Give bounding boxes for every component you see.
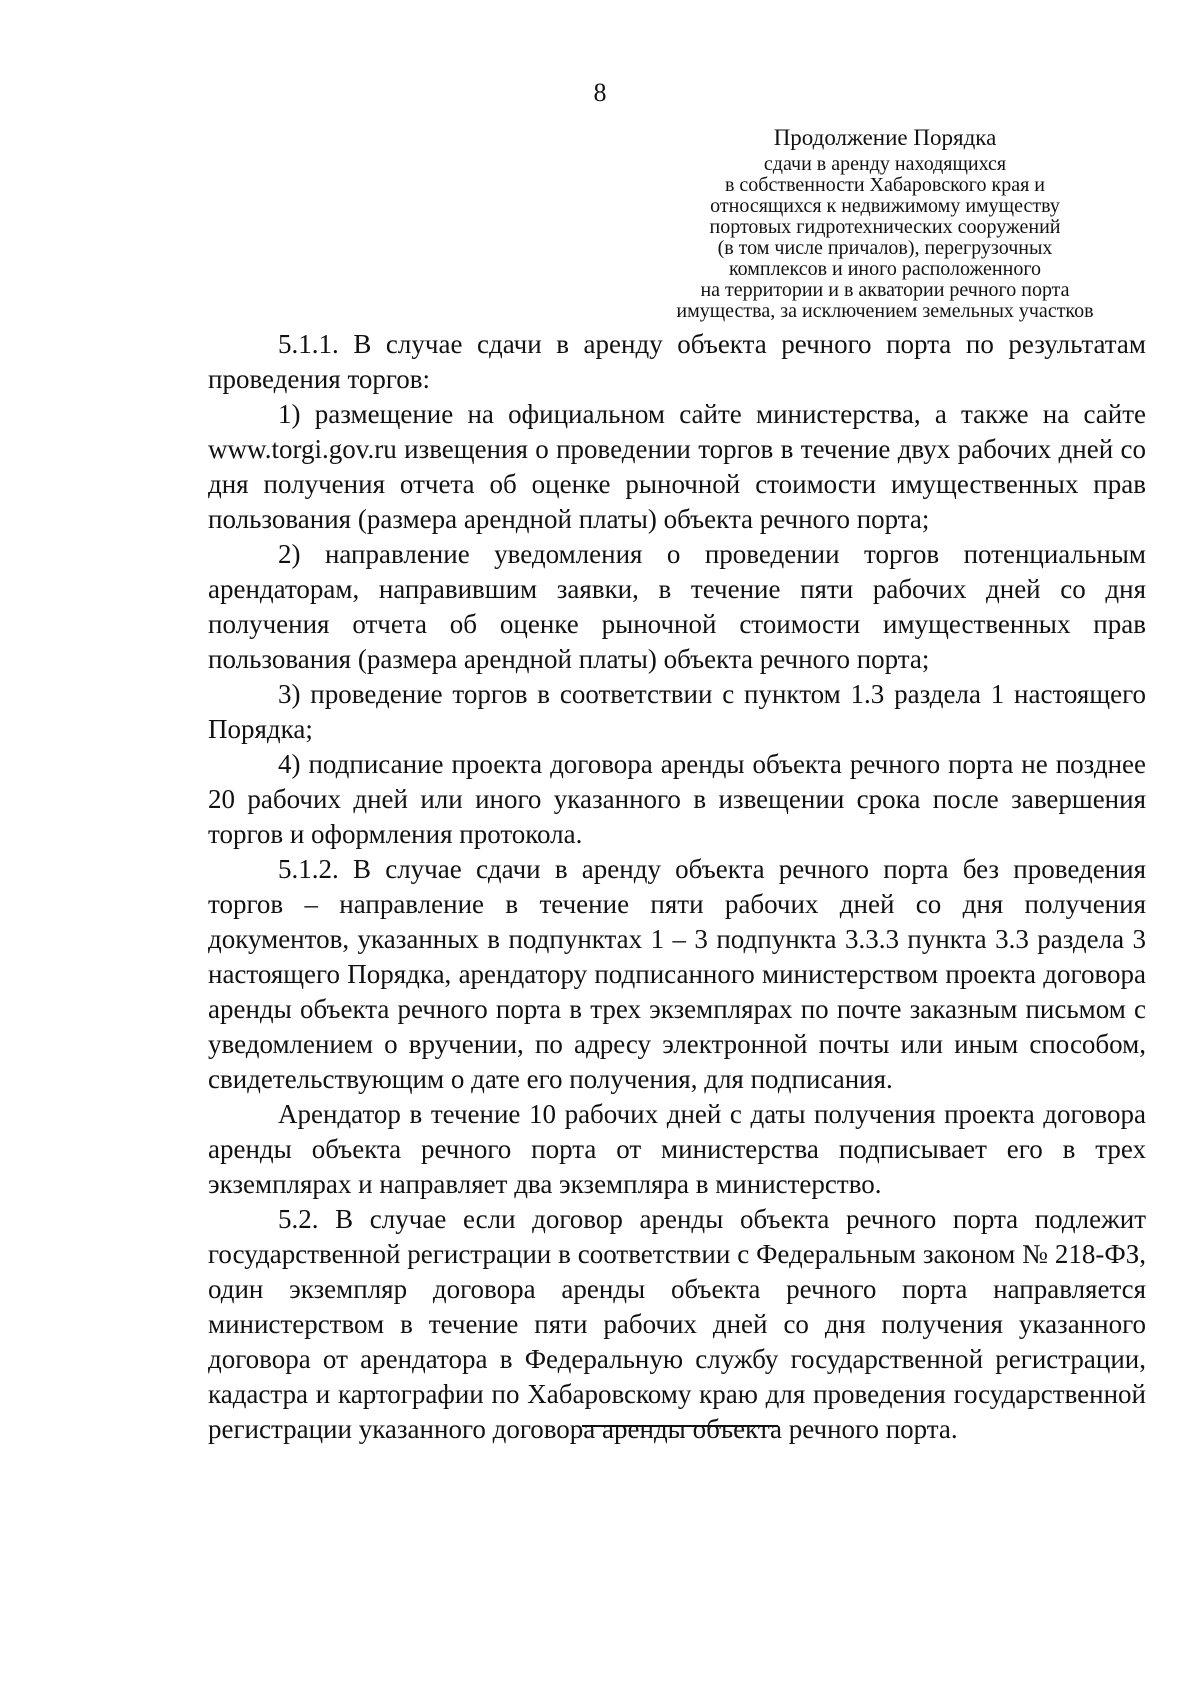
- paragraph-tenant: Арендатор в течение 10 рабочих дней с даты получения проекта договора аренды объекта речного порта от министерства подписывает его в трех экземплярах и направляет два экземпляра в министерство.: [208, 1099, 1146, 1199]
- document-body: [208, 327, 1146, 1447]
- header-title: Продолжение Порядка: [773, 125, 997, 150]
- paragraph-item-1: 1) размещение на официальном сайте министерства, а также на сайте www.torgi.gov.ru извещения о проведении торгов в течение двух рабочих дней со дня получения отчета об оценке рыночной стоимости имущественных прав пользования (размера арендной платы) объекта речного порта;: [208, 399, 1146, 534]
- header-line: относящихся к недвижимому имуществу: [710, 195, 1060, 217]
- paragraph-5-1-2: 5.1.2. В случае сдачи в аренду объекта речного порта без проведения торгов – направление в течение пяти рабочих дней со дня получения документов, указанных в подпунктах 1 – 3 подпункта 3.3.3 пункта 3.3 раздела 3 настоящего Порядка, арендатору подписанного министерством проекта договора аренды объекта речного порта в трех экземплярах по почте заказным письмом с уведомлением о вручении, по адресу электронной почты или иным способом, свидетельствующим о дате его получения, для подписания.: [208, 854, 1146, 1094]
- header-line: имущества, за исключением земельных участков: [676, 300, 1094, 322]
- header-line: в собственности Хабаровского края и: [724, 174, 1046, 196]
- header-line: (в том числе причалов), перегрузочных: [717, 237, 1053, 259]
- header-line: на территории и в акватории речного порта: [700, 279, 1070, 301]
- paragraph-5-1-1: 5.1.1. В случае сдачи в аренду объекта речного порта по результатам проведения торгов:: [208, 329, 1146, 394]
- paragraph-item-3: 3) проведение торгов в соответствии с пунктом 1.3 раздела 1 настоящего Порядка;: [208, 679, 1146, 744]
- header-line: сдачи в аренду находящихся: [763, 153, 1007, 175]
- paragraph-item-2: 2) направление уведомления о проведении торгов потенциальным арендаторам, направившим заявки, в течение пяти рабочих дней со дня получения отчета об оценке рыночной стоимости имущественных прав пользования (размера арендной платы) объекта речного порта;: [208, 539, 1146, 674]
- header-line: комплексов и иного расположенного: [728, 258, 1042, 280]
- end-separator-line: [582, 1425, 778, 1427]
- paragraph-5-2: 5.2. В случае если договор аренды объекта речного порта подлежит государственной регистрации в соответствии с Федеральным законом № 218-ФЗ, один экземпляр договора аренды объекта речного порта направляется министерством в течение пяти рабочих дней со дня получения указанного договора от арендатора в Федеральную службу государственной регистрации, кадастра и картографии по Хабаровскому краю для проведения государственной регистрации указанного договора аренды объекта речного порта.: [208, 1204, 1146, 1444]
- page-number: 8: [593, 78, 607, 107]
- header-line: портовых гидротехнических сооружений: [709, 216, 1061, 238]
- document-header: [620, 124, 1150, 322]
- paragraph-item-4: 4) подписание проекта договора аренды объекта речного порта не позднее 20 рабочих дней или иного указанного в извещении срока после завершения торгов и оформления протокола.: [208, 749, 1146, 849]
